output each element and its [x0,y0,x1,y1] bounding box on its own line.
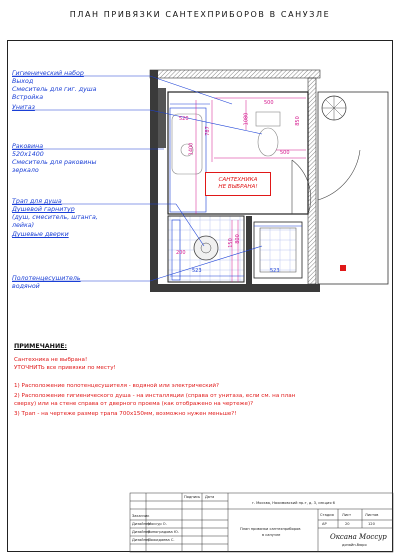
tb-h-sheets: Листов [365,513,379,517]
dim-520: 520 [179,116,189,122]
tb-h-sheet: Лист [342,513,352,517]
label-sink-mixer: Смеситель для раковины [12,159,97,166]
note-line-1: Сантехника не выбрана! [14,357,88,363]
dim-150: 150 [227,238,234,248]
tb-sheet-title-2: в санузле [262,533,281,537]
dim-787: 787 [204,126,211,136]
tb-sheets: 120 [368,522,375,526]
label-hygiene-set: Гигиенический набор [12,70,84,77]
dim-500-mid: 500 [280,150,290,156]
tb-designer-1: Дизайнер [132,522,151,526]
label-shower-doors: Душевые дверки [12,231,69,238]
label-shower-head: лейка) [12,222,35,229]
dim-800: 800 [234,234,241,244]
tb-name-3: Пожидаева С. [148,538,175,542]
tb-name-1: Моссур О. [148,522,167,526]
tb-sheet-title-1: План привязки сантехприборов [240,527,301,531]
tb-address: г. Москва, Нахимовский пр-т, д. 3, секция 6 [252,501,335,505]
tb-sheet: 20 [345,522,350,526]
tb-designer-2: Дизайнер [132,530,151,534]
label-towel-dryer: Полотенцесушитель [12,275,81,282]
label-sink: Раковина [12,143,44,150]
dim-500-top: 500 [264,100,274,106]
notes-heading: ПРИМЕЧАНИЕ: [14,343,68,350]
label-shower-set-items: (душ, смеситель, штанга, [12,214,98,221]
tb-name-2: Виноградова Ю. [148,530,179,534]
label-shower-drain: Трап для душа [12,198,62,205]
label-built-in: Встройка [12,94,44,101]
label-sink-size: 520х1400 [12,151,44,158]
tb-h-stage: Стадия [320,513,334,517]
tb-col-sign: Подпись [184,495,201,499]
label-towel-dryer-type: водяной [12,283,40,290]
label-hygiene-mixer: Смеситель для гиг. душа [12,86,97,93]
tb-designer-3: Дизайнер [132,538,151,542]
tb-stage: АР [322,522,327,526]
note-line-6: 3) Трап - на чертеже размер трапа 700х150мм, возможно нужен меньше?! [14,411,237,417]
note-line-5: сверху) или на стене справа от дверного проема (как отображено на чертеже)? [14,401,254,407]
dim-200: 200 [176,250,186,256]
studio-subtitle: дизайн-бюро [342,543,367,547]
note-line-4: 2) Расположение гигиенического душа - на инсталляции (справа от унитаза, если см. на план [14,393,296,399]
label-toilet: Унитаз [12,104,35,111]
dim-850: 850 [294,116,301,126]
drawing-title: ПЛАН ПРИВЯЗКИ САНТЕХПРИБОРОВ В САНУЗЛЕ [69,10,331,19]
label-outlet: Выход [12,78,34,85]
dim-523-right: 523 [270,268,280,274]
warning-line-2: НЕ ВЫБРАНА! [218,184,258,190]
tb-customer: Заказчик [132,514,150,518]
dim-523-left: 523 [192,268,202,274]
note-line-2: УТОЧНИТЬ все привязки по месту! [14,365,116,371]
label-mirror: зеркало [12,167,39,174]
dim-1400: 1400 [188,142,195,156]
studio-logo: Оксана Моссур [330,533,387,541]
warning-line-1: САНТЕХНИКА [218,177,258,183]
note-line-3: 1) Расположение полотенцесушителя - водяной или электрический? [14,383,219,389]
label-shower-set: Душевой гарнитур [12,206,75,213]
dim-1080: 1080 [243,112,250,126]
tb-col-date: Дата [205,495,215,499]
